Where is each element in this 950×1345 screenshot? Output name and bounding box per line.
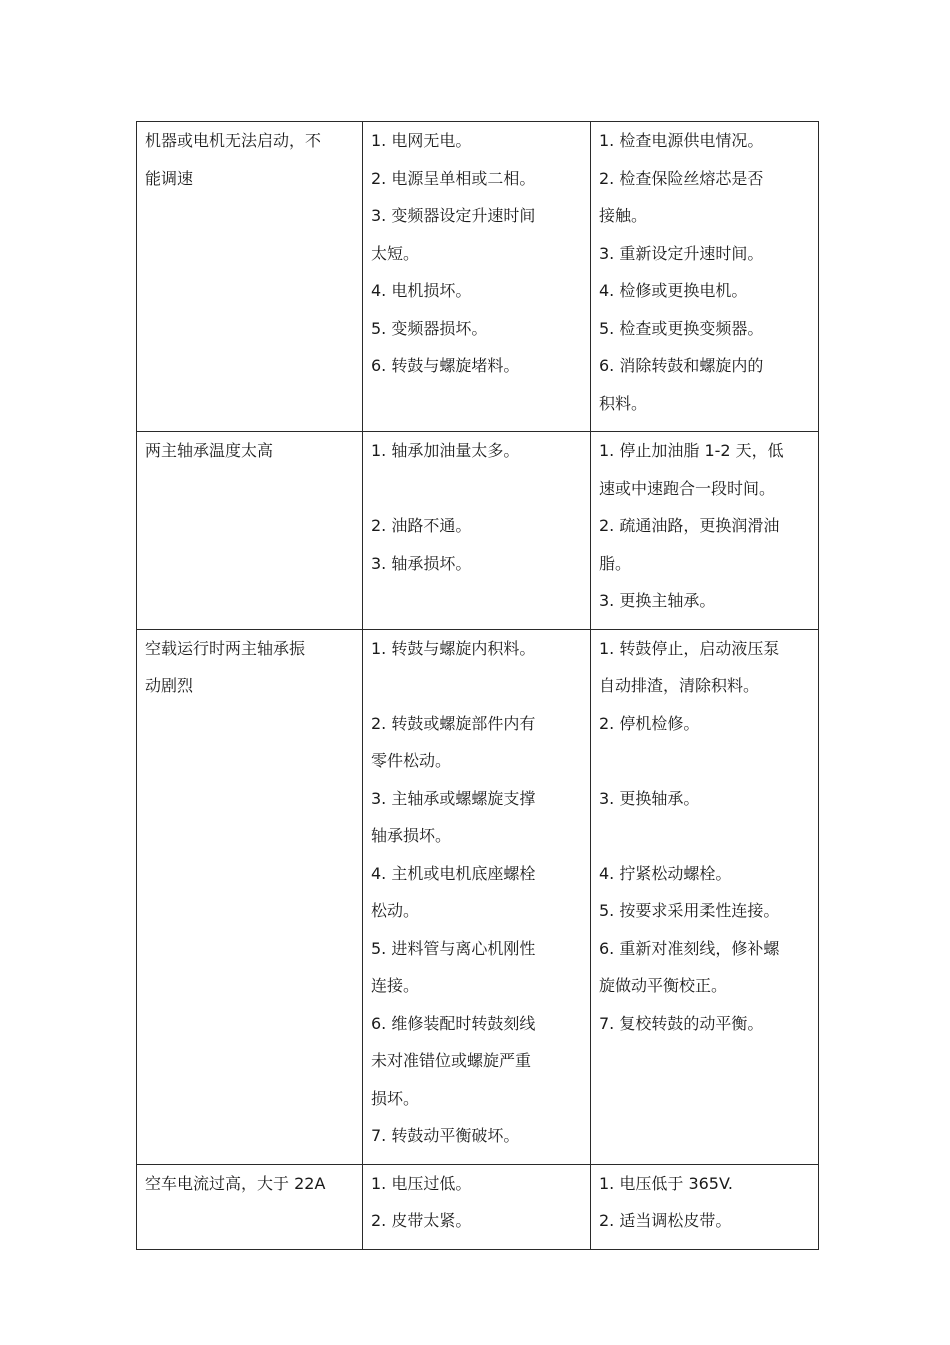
cell-line: 1. 转鼓与螺旋内积料。 bbox=[371, 638, 536, 658]
cell-line: 未对准错位或螺旋严重 bbox=[371, 1051, 532, 1070]
table-row bbox=[137, 1164, 819, 1249]
cell-line: 1. 停止加油脂 1-2 天，低 bbox=[599, 441, 784, 460]
cell-line: 5. 变频器损坏。 bbox=[371, 318, 488, 338]
symptom-cell bbox=[137, 629, 363, 1164]
cell-line: 4. 检修或更换电机。 bbox=[599, 281, 748, 300]
symptom-cell bbox=[137, 432, 363, 630]
cell-line: 3. 变频器设定升速时间 bbox=[371, 206, 536, 225]
cell-line: 连接。 bbox=[371, 976, 420, 995]
cell-line: 5. 进料管与离心机刚性 bbox=[371, 938, 536, 958]
cell-line: 1. 电压低于 365V. bbox=[599, 1173, 733, 1193]
cell-line: 太短。 bbox=[371, 243, 420, 263]
cell-line: 损坏。 bbox=[371, 1088, 420, 1108]
cell-line: 3. 更换轴承。 bbox=[599, 788, 700, 808]
cell-line: 7. 转鼓动平衡破坏。 bbox=[371, 1126, 520, 1145]
cell-line: 1. 检查电源供电情况。 bbox=[599, 131, 764, 150]
cell-line: 2. 电源呈单相或二相。 bbox=[371, 168, 536, 188]
cell-line: 1. 轴承加油量太多。 bbox=[371, 441, 520, 460]
remedy-cell bbox=[591, 629, 819, 1164]
cause-cell bbox=[363, 432, 591, 630]
remedy-cell bbox=[591, 432, 819, 630]
remedy-cell bbox=[591, 1164, 819, 1249]
cell-line: 机器或电机无法启动，不 bbox=[145, 131, 322, 150]
cell-line: 2. 停机检修。 bbox=[599, 713, 700, 733]
cell-line: 2. 适当调松皮带。 bbox=[599, 1211, 732, 1230]
cell-line: 松动。 bbox=[371, 901, 420, 920]
cell-line: 3. 更换主轴承。 bbox=[599, 591, 716, 610]
cell-line: 接触。 bbox=[599, 206, 648, 225]
cell-line: 7. 复校转鼓的动平衡。 bbox=[599, 1013, 764, 1033]
table-row bbox=[137, 122, 819, 432]
cell-line: 5. 检查或更换变频器。 bbox=[599, 318, 764, 338]
cell-line: 1. 转鼓停止，启动液压泵 bbox=[599, 638, 780, 658]
cause-cell bbox=[363, 629, 591, 1164]
fault-table-body bbox=[137, 122, 819, 1250]
cell-line: 2. 油路不通。 bbox=[371, 516, 472, 535]
cell-line: 两主轴承温度太高 bbox=[145, 441, 274, 460]
table-row bbox=[137, 629, 819, 1164]
cell-line: 3. 主轴承或螺螺旋支撑 bbox=[371, 788, 536, 808]
cell-line: 4. 电机损坏。 bbox=[371, 281, 472, 300]
cell-line: 4. 拧紧松动螺栓。 bbox=[599, 863, 732, 883]
remedy-cell bbox=[591, 122, 819, 432]
cell-line: 3. 轴承损坏。 bbox=[371, 553, 472, 573]
cell-line: 2. 转鼓或螺旋部件内有 bbox=[371, 713, 536, 733]
table-row bbox=[137, 432, 819, 630]
cell-line: 零件松动。 bbox=[371, 751, 452, 770]
symptom-cell bbox=[137, 122, 363, 432]
cell-line: 积料。 bbox=[599, 393, 648, 413]
cell-line: 动剧烈 bbox=[145, 676, 194, 695]
cell-line: 2. 皮带太紧。 bbox=[371, 1211, 472, 1230]
fault-table bbox=[136, 121, 819, 1250]
cell-line: 5. 按要求采用柔性连接。 bbox=[599, 901, 780, 920]
symptom-cell bbox=[137, 1164, 363, 1249]
cell-line: 能调速 bbox=[145, 168, 194, 188]
cell-line: 1. 电压过低。 bbox=[371, 1173, 472, 1193]
cell-line: 6. 消除转鼓和螺旋内的 bbox=[599, 356, 764, 375]
cause-cell bbox=[363, 1164, 591, 1249]
cell-line: 3. 重新设定升速时间。 bbox=[599, 243, 764, 263]
cell-line: 轴承损坏。 bbox=[371, 826, 452, 845]
cell-line: 2. 检查保险丝熔芯是否 bbox=[599, 168, 764, 188]
cell-line: 2. 疏通油路，更换润滑油 bbox=[599, 516, 780, 535]
cell-line: 1. 电网无电。 bbox=[371, 131, 472, 150]
cell-line: 空车电流过高，大于 22A bbox=[145, 1173, 326, 1193]
cell-line: 自动排渣，清除积料。 bbox=[599, 676, 760, 695]
cell-line: 旋做动平衡校正。 bbox=[599, 976, 728, 995]
cell-line: 6. 重新对准刻线，修补螺 bbox=[599, 938, 780, 958]
cell-line: 空载运行时两主轴承振 bbox=[145, 638, 306, 658]
cause-cell bbox=[363, 122, 591, 432]
cell-line: 6. 维修装配时转鼓刻线 bbox=[371, 1013, 536, 1033]
cell-line: 速或中速跑合一段时间。 bbox=[599, 478, 776, 498]
cell-line: 脂。 bbox=[599, 553, 632, 573]
cell-line: 4. 主机或电机底座螺栓 bbox=[371, 863, 536, 883]
cell-line: 6. 转鼓与螺旋堵料。 bbox=[371, 356, 520, 375]
